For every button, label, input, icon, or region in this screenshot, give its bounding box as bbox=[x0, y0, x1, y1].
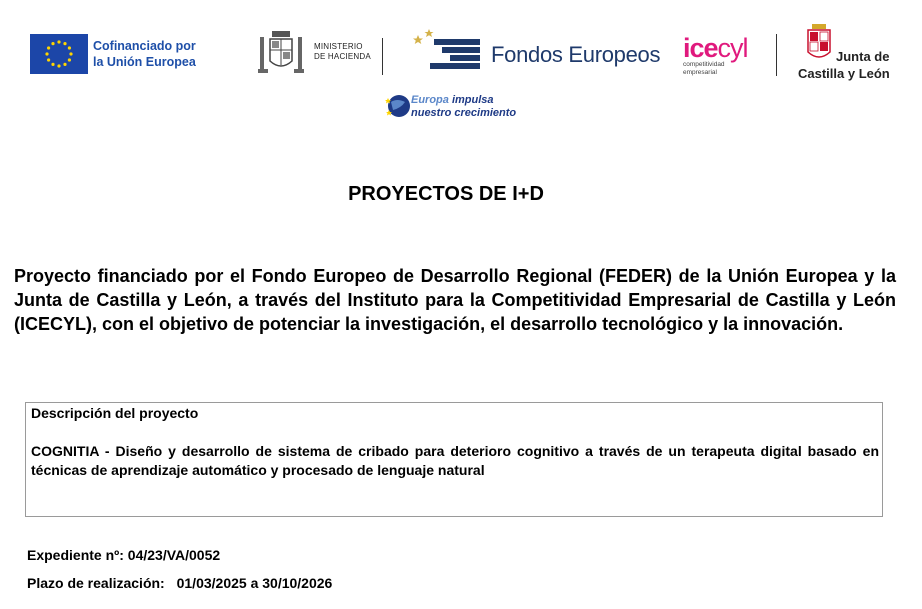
ministerio-text: MINISTERIO DE HACIENDA bbox=[314, 42, 371, 61]
plazo-line bbox=[27, 575, 332, 591]
funding-intro-paragraph: Proyecto financiado por el Fondo Europeo de Desarrollo Regional (FEDER) de la Unión Europea y la Junta de Castilla y León, a través del Instituto para la Competitividad Empresarial de Castilla y León (ICECYL), con el objetivo de potenciar la investigación, el desarrollo tecnológico y la innovación. bbox=[14, 266, 896, 334]
plazo-value: 01/03/2025 a 30/10/2026 bbox=[176, 575, 333, 591]
eu-flag-icon bbox=[30, 34, 88, 74]
project-description-box bbox=[25, 402, 883, 517]
expediente-label: Expediente nº: bbox=[27, 547, 124, 563]
icecyl-subtitle: competitividad empresarial bbox=[683, 61, 725, 76]
description-label: Descripción del proyecto bbox=[31, 405, 199, 421]
junta-castilla-leon-shield-icon bbox=[806, 24, 832, 62]
junta-text-line1: Junta de bbox=[836, 49, 890, 64]
expediente-value: 04/23/VA/0052 bbox=[127, 547, 221, 563]
junta-text-line2: Castilla y León bbox=[798, 66, 890, 81]
page-title: PROYECTOS DE I+D bbox=[348, 183, 544, 205]
icecyl-divider bbox=[776, 34, 777, 76]
expediente-line bbox=[27, 547, 220, 563]
fondos-europeos-text: Fondos Europeos bbox=[491, 42, 661, 67]
plazo-label: Plazo de realización: bbox=[27, 575, 165, 591]
icecyl-logo: icecyl bbox=[683, 33, 748, 63]
fondos-europeos-mark-icon bbox=[412, 27, 484, 75]
description-text: COGNITIA - Diseño y desarrollo de sistema de cribado para deterioro cognitivo a través de un terapeuta digital basado en técnicas de aprendizaje automático y procesado de lenguaje natural bbox=[31, 443, 879, 478]
europa-impulsa-text: Europa impulsa nuestro crecimiento bbox=[411, 94, 517, 119]
eu-cofinanciado-text: Cofinanciado por la Unión Europea bbox=[93, 39, 196, 69]
spain-coat-of-arms-icon bbox=[258, 25, 304, 77]
ministerio-divider bbox=[382, 38, 383, 75]
europa-impulsa-globe-icon bbox=[385, 90, 410, 123]
